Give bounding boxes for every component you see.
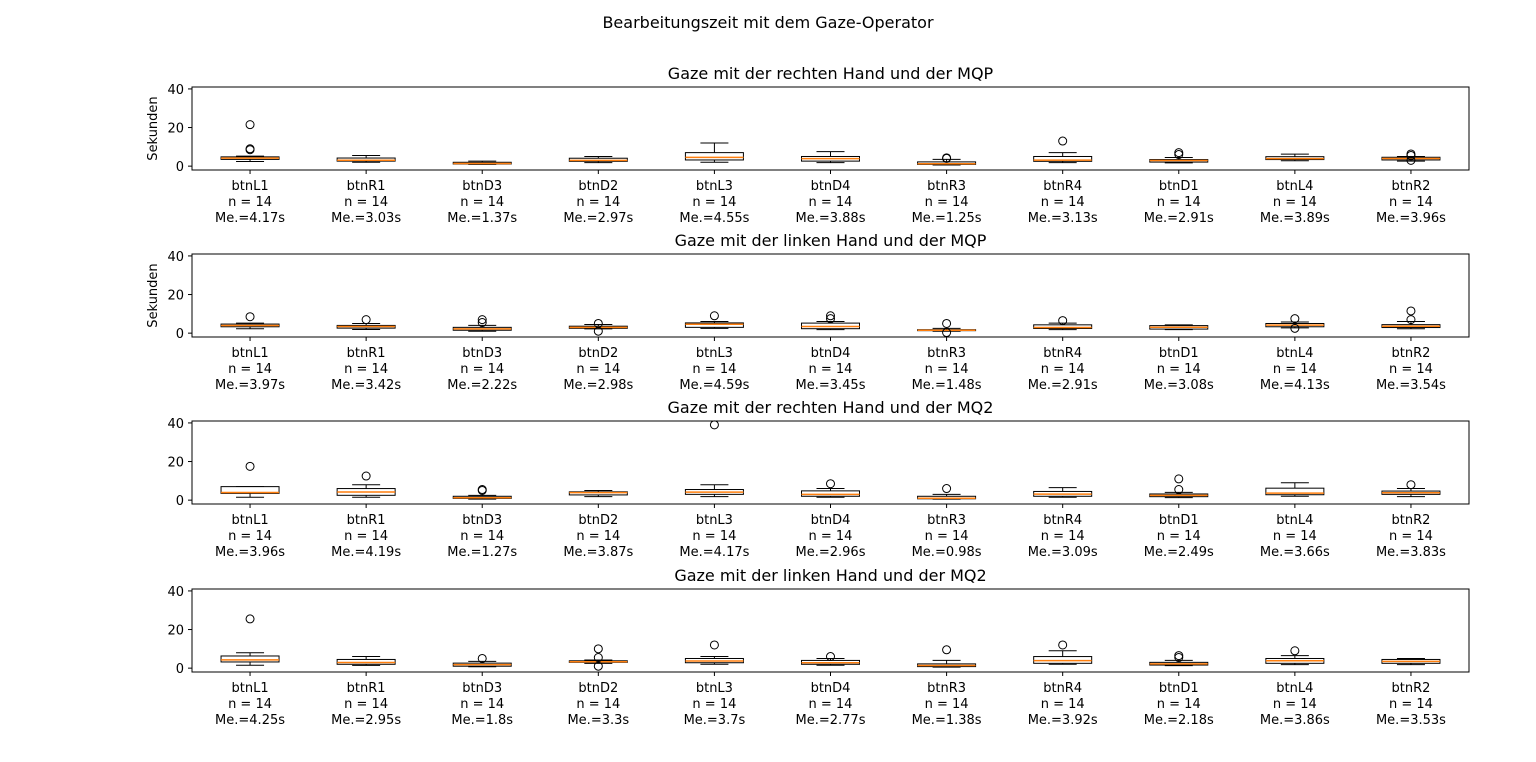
x-tick-median: Me.=1.37s	[447, 211, 518, 226]
x-tick-n: n = 14	[1388, 529, 1433, 544]
x-tick-median: Me.=2.18s	[1143, 713, 1214, 728]
x-tick-median: Me.=2.91s	[1027, 378, 1098, 393]
y-tick-label: 0	[175, 327, 184, 343]
x-tick-median: Me.=2.98s	[563, 378, 634, 393]
x-tick-median: Me.=4.25s	[215, 713, 286, 728]
x-tick-label: btnL1	[231, 346, 269, 361]
x-tick-n: n = 14	[344, 195, 389, 210]
x-tick-n: n = 14	[692, 195, 737, 210]
x-tick-n: n = 14	[1040, 529, 1085, 544]
x-tick-median: Me.=3.92s	[1027, 713, 1098, 728]
x-tick-median: Me.=3.88s	[795, 211, 866, 226]
x-tick-median: Me.=2.97s	[563, 211, 634, 226]
x-tick-label: btnL1	[231, 179, 269, 194]
x-tick-label: btnD4	[810, 179, 851, 194]
x-tick-median: Me.=3.45s	[795, 378, 866, 393]
x-tick-n: n = 14	[228, 362, 273, 377]
subplot-title: Gaze mit der linken Hand und der MQ2	[674, 566, 987, 585]
y-tick-label: 20	[167, 455, 184, 471]
x-tick-median: Me.=3.87s	[563, 545, 634, 560]
x-tick-n: n = 14	[924, 195, 969, 210]
x-tick-median: Me.=3.54s	[1375, 378, 1446, 393]
x-tick-label: btnL3	[695, 179, 733, 194]
x-tick-label: btnR4	[1043, 346, 1083, 361]
x-tick-n: n = 14	[228, 697, 273, 712]
x-tick-n: n = 14	[1388, 362, 1433, 377]
x-tick-n: n = 14	[924, 697, 969, 712]
x-tick-label: btnD2	[578, 513, 619, 528]
x-tick-median: Me.=1.27s	[447, 545, 518, 560]
x-tick-label: btnD1	[1158, 346, 1199, 361]
x-tick-n: n = 14	[692, 362, 737, 377]
x-tick-n: n = 14	[1040, 362, 1085, 377]
x-tick-label: btnD3	[462, 681, 503, 696]
x-tick-label: btnR2	[1391, 346, 1431, 361]
x-tick-label: btnD2	[578, 179, 619, 194]
x-tick-median: Me.=3.96s	[215, 545, 286, 560]
x-tick-label: btnL4	[1276, 179, 1314, 194]
x-tick-median: Me.=2.22s	[447, 378, 518, 393]
x-tick-n: n = 14	[924, 362, 969, 377]
x-tick-n: n = 14	[1156, 362, 1201, 377]
x-tick-n: n = 14	[576, 362, 621, 377]
x-tick-median: Me.=3.7s	[683, 713, 746, 728]
x-tick-median: Me.=3.86s	[1259, 713, 1330, 728]
x-tick-label: btnL3	[695, 681, 733, 696]
box-iqr	[685, 153, 743, 160]
x-tick-n: n = 14	[692, 529, 737, 544]
x-tick-label: btnR2	[1391, 513, 1431, 528]
y-tick-label: 20	[167, 121, 184, 137]
x-tick-label: btnD2	[578, 346, 619, 361]
x-tick-label: btnD1	[1158, 681, 1199, 696]
x-tick-label: btnR3	[927, 346, 967, 361]
x-tick-n: n = 14	[692, 697, 737, 712]
x-tick-n: n = 14	[1272, 195, 1317, 210]
x-tick-median: Me.=3.13s	[1027, 211, 1098, 226]
x-tick-median: Me.=4.55s	[679, 211, 750, 226]
x-tick-median: Me.=4.17s	[679, 545, 750, 560]
x-tick-label: btnR3	[927, 179, 967, 194]
subplot-title: Gaze mit der rechten Hand und der MQ2	[667, 398, 994, 417]
x-tick-n: n = 14	[1272, 697, 1317, 712]
x-tick-label: btnR4	[1043, 179, 1083, 194]
y-tick-label: 40	[167, 82, 184, 98]
x-tick-n: n = 14	[1156, 697, 1201, 712]
y-tick-label: 0	[175, 160, 184, 176]
x-tick-n: n = 14	[1040, 195, 1085, 210]
x-tick-n: n = 14	[344, 529, 389, 544]
x-tick-label: btnD4	[810, 513, 851, 528]
y-tick-label: 20	[167, 288, 184, 304]
figure-title: Bearbeitungszeit mit dem Gaze-Operator	[602, 13, 934, 32]
x-tick-n: n = 14	[460, 362, 505, 377]
x-tick-median: Me.=4.59s	[679, 378, 750, 393]
x-tick-median: Me.=1.25s	[911, 211, 982, 226]
x-tick-median: Me.=4.17s	[215, 211, 286, 226]
x-tick-label: btnR1	[346, 179, 386, 194]
x-tick-median: Me.=2.95s	[331, 713, 402, 728]
x-tick-label: btnD1	[1158, 179, 1199, 194]
x-tick-median: Me.=1.8s	[451, 713, 514, 728]
x-tick-n: n = 14	[808, 697, 853, 712]
x-tick-n: n = 14	[228, 195, 273, 210]
x-tick-n: n = 14	[460, 697, 505, 712]
x-tick-label: btnR2	[1391, 681, 1431, 696]
x-tick-n: n = 14	[1272, 529, 1317, 544]
x-tick-n: n = 14	[228, 529, 273, 544]
x-tick-n: n = 14	[460, 195, 505, 210]
x-tick-median: Me.=3.03s	[331, 211, 402, 226]
x-tick-median: Me.=3.42s	[331, 378, 402, 393]
x-tick-label: btnL4	[1276, 513, 1314, 528]
x-tick-median: Me.=4.19s	[331, 545, 402, 560]
y-tick-label: 40	[167, 249, 184, 265]
x-tick-label: btnR4	[1043, 513, 1083, 528]
x-tick-label: btnL3	[695, 513, 733, 528]
y-tick-label: 0	[175, 662, 184, 678]
x-tick-label: btnL3	[695, 346, 733, 361]
x-tick-label: btnD2	[578, 681, 619, 696]
y-tick-label: 40	[167, 584, 184, 600]
x-tick-label: btnR3	[927, 513, 967, 528]
x-tick-median: Me.=1.48s	[911, 378, 982, 393]
x-tick-label: btnD3	[462, 179, 503, 194]
x-tick-median: Me.=3.08s	[1143, 378, 1214, 393]
x-tick-median: Me.=3.3s	[567, 713, 630, 728]
x-tick-n: n = 14	[576, 195, 621, 210]
x-tick-label: btnR1	[346, 513, 386, 528]
x-tick-n: n = 14	[576, 697, 621, 712]
x-tick-median: Me.=3.96s	[1375, 211, 1446, 226]
x-tick-label: btnL4	[1276, 681, 1314, 696]
x-tick-label: btnR2	[1391, 179, 1431, 194]
x-tick-median: Me.=3.66s	[1259, 545, 1330, 560]
x-tick-median: Me.=2.91s	[1143, 211, 1214, 226]
x-tick-n: n = 14	[1156, 195, 1201, 210]
x-tick-median: Me.=0.98s	[911, 545, 982, 560]
x-tick-label: btnR3	[927, 681, 967, 696]
x-tick-label: btnL4	[1276, 346, 1314, 361]
x-tick-n: n = 14	[1388, 697, 1433, 712]
x-tick-label: btnL1	[231, 681, 269, 696]
x-tick-median: Me.=2.77s	[795, 713, 866, 728]
x-tick-n: n = 14	[1388, 195, 1433, 210]
y-tick-label: 20	[167, 623, 184, 639]
x-tick-n: n = 14	[808, 362, 853, 377]
subplot-title: Gaze mit der rechten Hand und der MQP	[667, 64, 994, 83]
x-tick-label: btnD4	[810, 346, 851, 361]
x-tick-label: btnR1	[346, 681, 386, 696]
x-tick-median: Me.=1.38s	[911, 713, 982, 728]
x-tick-label: btnD4	[810, 681, 851, 696]
y-axis-label: Sekunden	[146, 263, 161, 328]
x-tick-median: Me.=4.13s	[1259, 378, 1330, 393]
box-iqr	[802, 491, 860, 496]
x-tick-median: Me.=3.09s	[1027, 545, 1098, 560]
y-tick-label: 40	[167, 416, 184, 432]
x-tick-label: btnD3	[462, 513, 503, 528]
x-tick-n: n = 14	[808, 195, 853, 210]
x-tick-label: btnD1	[1158, 513, 1199, 528]
y-tick-label: 0	[175, 494, 184, 510]
x-tick-label: btnL1	[231, 513, 269, 528]
x-tick-n: n = 14	[1040, 697, 1085, 712]
x-tick-n: n = 14	[344, 362, 389, 377]
subplot-title: Gaze mit der linken Hand und der MQP	[674, 231, 987, 250]
x-tick-median: Me.=3.83s	[1375, 545, 1446, 560]
y-axis-label: Sekunden	[146, 96, 161, 161]
box-iqr	[221, 656, 279, 662]
x-tick-n: n = 14	[1156, 529, 1201, 544]
x-tick-n: n = 14	[344, 697, 389, 712]
x-tick-median: Me.=3.53s	[1375, 713, 1446, 728]
x-tick-n: n = 14	[460, 529, 505, 544]
x-tick-n: n = 14	[808, 529, 853, 544]
x-tick-label: btnR1	[346, 346, 386, 361]
x-tick-median: Me.=3.97s	[215, 378, 286, 393]
x-tick-n: n = 14	[1272, 362, 1317, 377]
x-tick-median: Me.=2.96s	[795, 545, 866, 560]
x-tick-label: btnD3	[462, 346, 503, 361]
x-tick-median: Me.=2.49s	[1143, 545, 1214, 560]
x-tick-median: Me.=3.89s	[1259, 211, 1330, 226]
x-tick-n: n = 14	[576, 529, 621, 544]
x-tick-n: n = 14	[924, 529, 969, 544]
x-tick-label: btnR4	[1043, 681, 1083, 696]
